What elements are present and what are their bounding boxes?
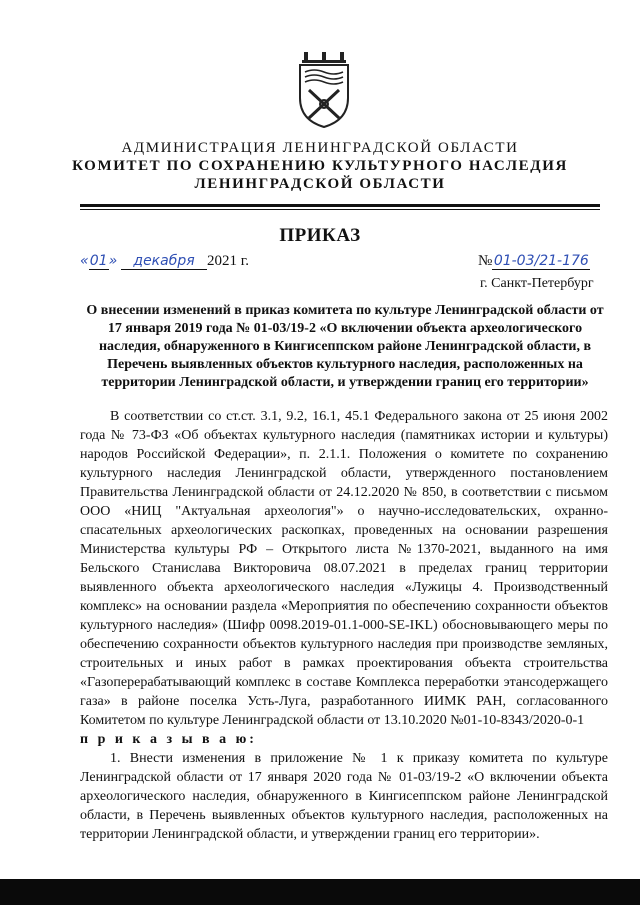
- date-year: 2021 г.: [207, 253, 249, 269]
- document-subject: О внесении изменений в приказ комитета по культуре Ленинградской области от 17 января 2019 года № 01-03/19-2 «О включении объекта археологического наследия, обнаруженного в Кингисеппском районе Ленинградской области, в Перечень выявленных объектов культурного наследия, расположенных на территории Ленинградской области, и утверждении границ его территории»: [86, 303, 604, 390]
- number-prefix: №: [478, 253, 493, 269]
- committee-region: ЛЕНИНГРАДСКОЙ ОБЛАСТИ: [194, 176, 446, 192]
- decree-word: п р и к а з ы в а ю:: [80, 732, 257, 747]
- body-paragraph-2: 1. Внести изменения в приложение № 1 к приказу комитета по культуре Ленинградской области от 17 января 2020 года № 01-03/19-2 «О включении объекта археологического наследия, обнаруженного в Кингисеппском районе Ленинградской области, в Перечень выявленных объектов культурного наследия, расположенных на территории Ленинградской области, и утверждении границ его территории».: [80, 751, 608, 842]
- header-divider-thin: [80, 209, 600, 210]
- body-paragraph-1: В соответствии со ст.ст. 3.1, 9.2, 16.1, 45.1 Федерального закона от 25 июня 2002 года № 73-ФЗ «Об объектах культурного наследия (памятниках истории и культуры) народов Российской Федерации», п. 2.1.1. Положения о комитете по сохранению культурного наследия Ленинградской области, утвержденного постановлением Правительства Ленинградской области от 24.12.2020 № 850, в соответствии с письмом ООО «НИЦ "Актуальная археология"» о научно-исследовательских, охранно-спасательных археологических раскопках, проведенных на основании разрешения Министерства культуры РФ – Открытого листа №1370-2021, выданного на имя Бельского Станислава Викторовича 08.07.2021 в пределах границ территории выявленного объекта археологического наследия «Лужицы 4. Производственный комплекс» на основании раздела «Мероприятия по обеспечению сохранности объектов культурного наследия» (Шифр 0098.2019-01.1-000-SE-IKL) обосновывающего меры по обеспечению сохранности объектов культурного наследия при производстве земляных, строительных и иных работ в рамках проектирования объекта строительства «Газоперерабатывающий комплекс в составе Комплекса переработки этансодержащего газа» в районе поселка Усть-Луга, разработанного ИИМК РАН, согласованного Комитетом по культуре Ленинградской области от 13.10.2020 №01-10-8343/2020-0-1: [80, 409, 608, 728]
- scan-bottom-edge: [0, 879, 640, 905]
- date-month: декабря: [121, 254, 207, 270]
- coat-of-arms-icon: [296, 52, 352, 128]
- document-body: [80, 407, 608, 844]
- document-number: [478, 253, 590, 270]
- document-city: г. Санкт-Петербург: [480, 276, 594, 291]
- number-value: 01-03/21-176: [493, 253, 589, 269]
- date-day: 01: [89, 253, 108, 269]
- header-divider-thick: [80, 204, 600, 207]
- document-date: [80, 253, 249, 270]
- administration-name: АДМИНИСТРАЦИЯ ЛЕНИНГРАДСКОЙ ОБЛАСТИ: [121, 140, 519, 156]
- date-close-quote: »: [108, 253, 118, 269]
- document-title: ПРИКАЗ: [279, 225, 361, 246]
- committee-name: КОМИТЕТ ПО СОХРАНЕНИЮ КУЛЬТУРНОГО НАСЛЕДИЯ: [72, 158, 568, 174]
- date-open-quote: «: [80, 253, 89, 269]
